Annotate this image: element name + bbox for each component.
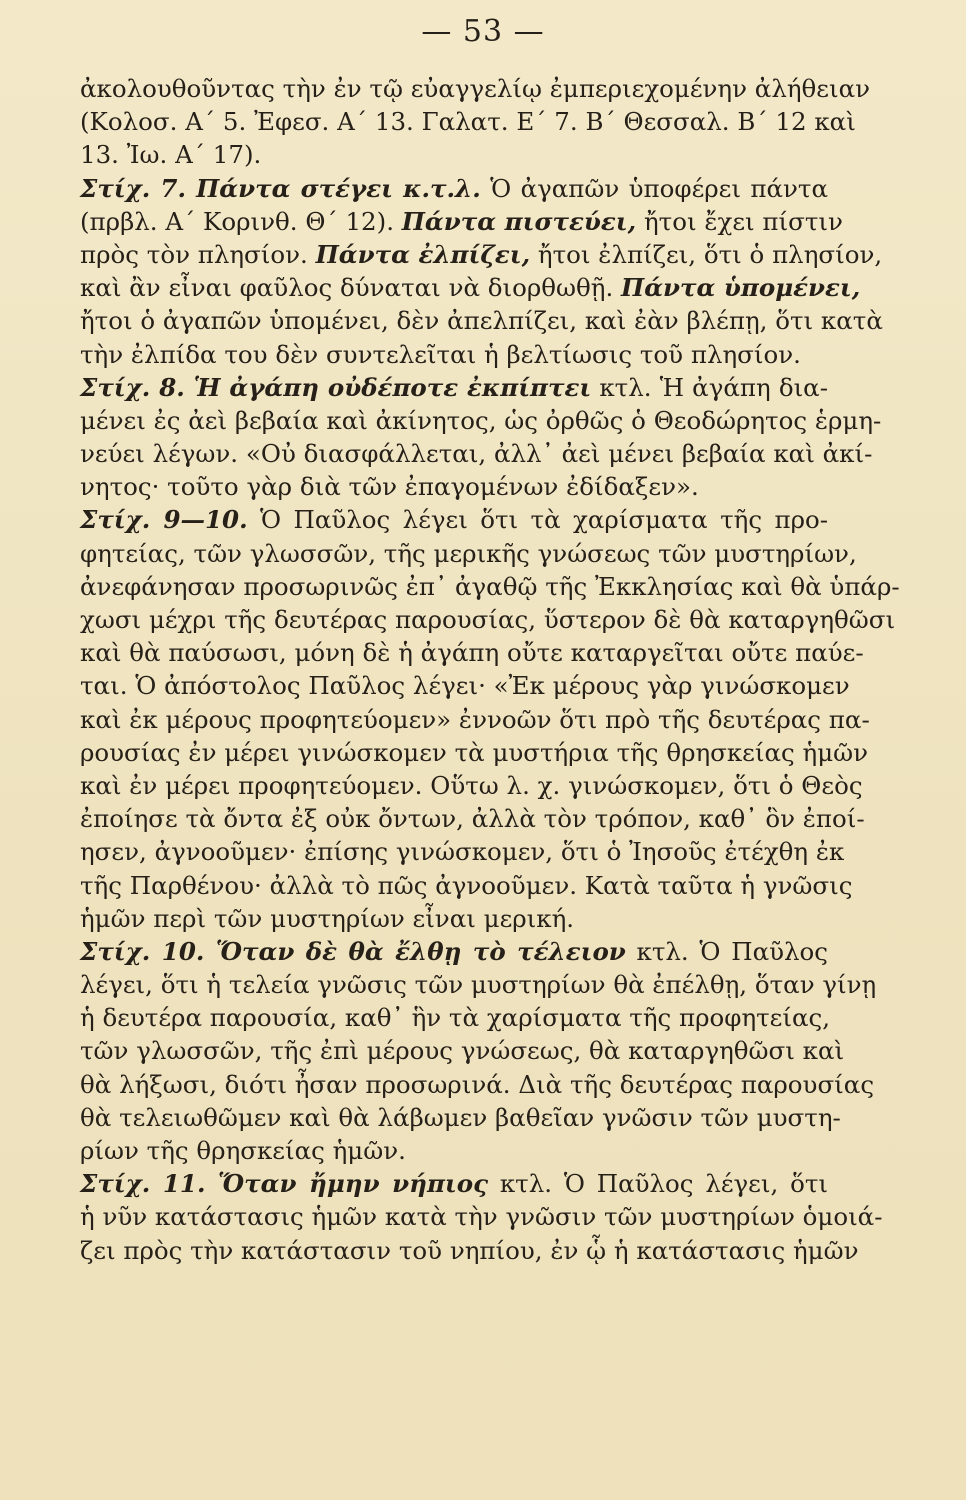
- verse-heading: Στίχ. 7. Πάντα στέγει κ.τ.λ.: [80, 173, 481, 203]
- text-segment: πρὸς τὸν πλησίον.: [80, 239, 316, 269]
- text-segment: Ὁ ἀγαπῶν ὑποφέρει πάντα: [480, 173, 828, 203]
- text-segment: κτλ. Ἡ ἀγάπη δια-: [591, 372, 828, 402]
- text-segment: ἡμῶν περὶ τῶν μυστηρίων εἶναι μερική.: [80, 903, 575, 933]
- text-line: [80, 1167, 828, 1200]
- verse-heading: Πάντα ὑπομένει,: [621, 273, 861, 303]
- text-segment: ἀνεφάνησαν προσωρινῶς ἐπ᾽ ἀγαθῷ τῆς Ἐκκλησίας καὶ θὰ ὑπάρ-: [80, 571, 900, 601]
- verse-heading: Στίχ. 11. Ὅταν ἤμην νήπιος: [80, 1169, 489, 1199]
- page-body-text: [80, 72, 900, 1267]
- text-line: [80, 1134, 828, 1167]
- text-segment: (Κολοσ. Α΄ 5. Ἐφεσ. Α΄ 13. Γαλατ. Ε΄ 7. Β΄ Θεσσαλ. Β΄ 12 καὶ: [80, 107, 856, 137]
- text-line: [80, 503, 828, 536]
- text-segment: 13. Ἰω. Α΄ 17).: [80, 140, 262, 170]
- text-line: [80, 172, 828, 205]
- text-segment: λέγει, ὅτι ἡ τελεία γνῶσις τῶν μυστηρίων θὰ ἐπέλθῃ, ὅταν γίνῃ: [80, 970, 877, 1000]
- text-segment: καὶ ἂν εἶναι φαῦλος δύναται νὰ διορθωθῇ.: [80, 273, 622, 303]
- text-segment: θὰ λήξωσι, διότι ἦσαν προσωρινά. Διὰ τῆς δευτέρας παρουσίας: [80, 1069, 875, 1099]
- text-segment: θὰ τελειωθῶμεν καὶ θὰ λάβωμεν βαθεῖαν γνῶσιν τῶν μυστη-: [80, 1102, 841, 1132]
- text-line: [80, 603, 896, 636]
- text-line: [80, 835, 845, 868]
- text-segment: φητείας, τῶν γλωσσῶν, τῆς μερικῆς γνώσεως τῶν μυστηρίων,: [80, 538, 857, 568]
- text-segment: ἡ δευτέρα παρουσία, καθ᾽ ἣν τὰ χαρίσματα τῆς προφητείας,: [80, 1003, 831, 1033]
- text-line: [80, 1068, 875, 1101]
- text-line: [80, 338, 828, 371]
- text-segment: ἤτοι ὁ ἀγαπῶν ὑπομένει, δὲν ἀπελπίζει, καὶ ἐὰν βλέπῃ, ὅτι κατὰ: [80, 306, 883, 336]
- text-line: [80, 669, 850, 702]
- text-segment: Ὁ Παῦλος λέγει ὅτι τὰ χαρίσματα τῆς προ-: [247, 505, 828, 535]
- text-segment: τῶν γλωσσῶν, τῆς ἐπὶ μέρους γνώσεως, θὰ καταργηθῶσι καὶ: [80, 1036, 845, 1066]
- verse-heading: Στίχ. 9—10.: [80, 505, 248, 535]
- text-segment: καὶ ἐν μέρει προφητεύομεν. Οὕτω λ. χ. γινώσκομεν, ὅτι ὁ Θεὸς: [80, 770, 863, 800]
- text-segment: χωσι μέχρι τῆς δευτέρας παρουσίας, ὕστερον δὲ θὰ καταργηθῶσι: [80, 605, 896, 634]
- text-line: [80, 1034, 845, 1067]
- text-line: [80, 537, 857, 570]
- text-line: [80, 636, 864, 669]
- text-segment: ἡ νῦν κατάστασις ἡμῶν κατὰ τὴν γνῶσιν τῶν μυστηρίων ὁμοιά-: [80, 1202, 883, 1232]
- text-segment: καὶ θὰ παύσωσι, μόνη δὲ ἡ ἀγάπη οὔτε καταργεῖται οὔτε παύε-: [80, 638, 864, 668]
- text-segment: νητος· τοῦτο γὰρ διὰ τῶν ἐπαγομένων ἐδίδαξεν».: [80, 472, 699, 502]
- text-segment: ἐποίησε τὰ ὄντα ἐξ οὐκ ὄντων, ἀλλὰ τὸν τρόπον, καθ᾽ ὃν ἐποί-: [80, 804, 865, 834]
- text-line: [80, 205, 843, 238]
- text-line: [80, 769, 863, 802]
- text-line: [80, 736, 869, 769]
- text-line: [80, 1101, 841, 1134]
- verse-heading: Πάντα πιστεύει,: [401, 206, 637, 236]
- text-line: [80, 968, 877, 1001]
- text-segment: τῆς Παρθένου· ἀλλὰ τὸ πῶς ἀγνοοῦμεν. Κατὰ ταῦτα ἡ γνῶσις: [80, 870, 853, 900]
- text-line: [80, 1234, 859, 1267]
- text-line: [80, 802, 865, 835]
- text-line: [80, 404, 882, 437]
- text-line: [80, 703, 870, 736]
- page-number: — 53 —: [421, 14, 545, 49]
- text-segment: κτλ. Ὁ Παῦλος λέγει, ὅτι: [488, 1169, 828, 1199]
- text-line: [80, 138, 828, 171]
- text-line: [80, 902, 828, 935]
- text-line: [80, 371, 828, 404]
- verse-heading: Πάντα ἐλπίζει,: [315, 239, 531, 269]
- text-line: [80, 105, 856, 138]
- text-line: [80, 72, 871, 105]
- text-segment: (πρβλ. Α΄ Κορινθ. Θ΄ 12).: [80, 206, 402, 236]
- text-line: [80, 238, 883, 271]
- verse-heading: Στίχ. 10. Ὅταν δὲ θὰ ἔλθῃ τὸ τέλειον: [80, 936, 626, 966]
- text-segment: μένει ἐς ἀεὶ βεβαία καὶ ἀκίνητος, ὡς ὀρθῶς ὁ Θεοδώρητος ἑρμη-: [80, 405, 882, 435]
- text-segment: ρουσίας ἐν μέρει γινώσκομεν τὰ μυστήρια τῆς θρησκείας ἡμῶν: [80, 737, 869, 767]
- text-line: [80, 1200, 883, 1233]
- verse-heading: Στίχ. 8. Ἡ ἀγάπη οὐδέποτε ἐκπίπτει: [80, 372, 592, 402]
- text-segment: ησεν, ἀγνοοῦμεν· ἐπίσης γινώσκομεν, ὅτι ὁ Ἰησοῦς ἐτέχθη ἐκ: [80, 837, 845, 867]
- text-segment: ζει πρὸς τὴν κατάστασιν τοῦ νηπίου, ἐν ᾧ ἡ κατάστασις ἡμῶν: [80, 1235, 859, 1265]
- text-segment: ται. Ὁ ἀπόστολος Παῦλος λέγει· «Ἐκ μέρους γὰρ γινώσκομεν: [80, 671, 850, 701]
- text-segment: ἤτοι ἐλπίζει, ὅτι ὁ πλησίον,: [530, 239, 883, 269]
- text-segment: ρίων τῆς θρησκείας ἡμῶν.: [80, 1136, 406, 1165]
- text-line: [80, 570, 900, 603]
- text-segment: ἤτοι ἔχει πίστιν: [636, 206, 843, 236]
- text-segment: ἀκολουθοῦντας τὴν ἐν τῷ εὐαγγελίῳ ἐμπεριεχομένην ἀλήθειαν: [80, 74, 871, 103]
- text-line: [80, 1001, 831, 1034]
- text-line: [80, 470, 828, 503]
- text-segment: νεύει λέγων. «Οὐ διασφάλλεται, ἀλλ᾽ ἀεὶ μένει βεβαία καὶ ἀκί-: [80, 439, 873, 469]
- text-segment: καὶ ἐκ μέρους προφητεύομεν» ἐννοῶν ὅτι πρὸ τῆς δευτέρας πα-: [80, 704, 870, 734]
- text-line: [80, 271, 861, 304]
- text-line: [80, 935, 828, 968]
- text-segment: κτλ. Ὁ Παῦλος: [625, 936, 829, 966]
- text-line: [80, 304, 883, 337]
- text-line: [80, 869, 853, 902]
- text-line: [80, 437, 873, 470]
- text-segment: τὴν ἐλπίδα του δὲν συντελεῖται ἡ βελτίωσις τοῦ πλησίον.: [80, 339, 801, 369]
